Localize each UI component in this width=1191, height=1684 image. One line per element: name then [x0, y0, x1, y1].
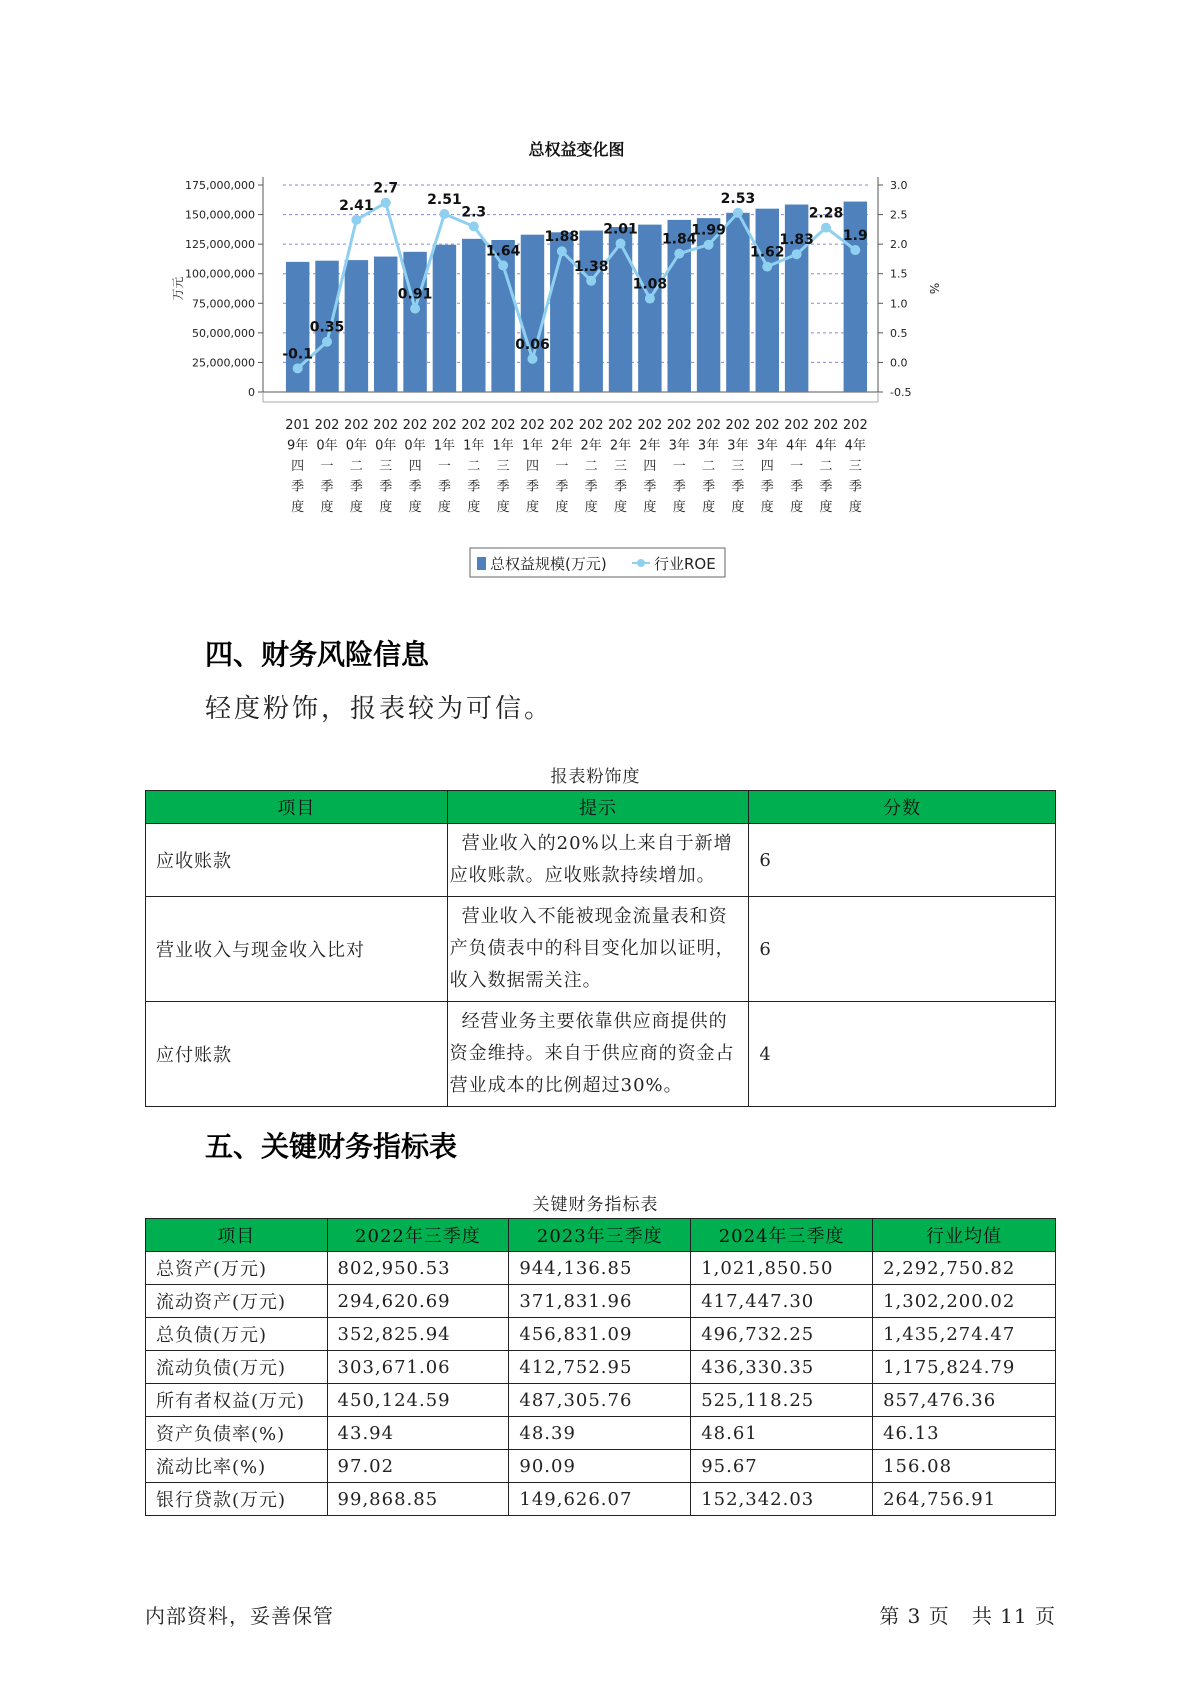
roe-data-label: 1.08: [632, 276, 668, 293]
y2-tick-label: 1.5: [890, 267, 908, 281]
x-tick-label: 3年: [756, 438, 778, 454]
roe-point: [733, 208, 743, 218]
table-cell: 43.94: [327, 1417, 509, 1450]
roe-point: [821, 223, 831, 233]
x-tick-label: 3年: [697, 438, 720, 454]
x-tick-label: 三: [731, 459, 745, 474]
table-row: [146, 1285, 1056, 1318]
roe-point: [792, 249, 802, 259]
x-tick-label: 四: [525, 459, 539, 474]
x-tick-label: 季: [291, 479, 305, 495]
x-tick-label: 202: [842, 418, 868, 433]
x-tick-label: 季: [848, 479, 862, 495]
risk-summary: 轻度粉饰，报表较为可信。: [205, 694, 554, 724]
x-tick-label: 三: [379, 459, 393, 474]
x-tick-label: 度: [614, 500, 628, 515]
x-tick-label: 季: [467, 479, 481, 495]
table-row: [146, 897, 1056, 1002]
x-tick-label: 2年: [639, 438, 661, 454]
roe-point: [351, 215, 361, 225]
x-tick-label: 二: [702, 459, 716, 474]
x-tick-label: 季: [643, 479, 657, 495]
x-tick-label: 度: [643, 500, 657, 515]
x-tick-label: 度: [731, 500, 745, 515]
roe-point: [850, 245, 860, 255]
y2-tick-label: 2.0: [890, 238, 908, 252]
table-cell: 412,752.95: [509, 1351, 691, 1384]
y-tick-label: 0: [248, 386, 255, 399]
risk-hint: 营业收入的20%以上来自于新增应收账款。应收账款持续增加。: [447, 824, 749, 897]
y2-axis-label: %: [927, 282, 941, 295]
risk-item: 应收账款: [146, 824, 448, 897]
header-cell: 提示: [447, 791, 749, 824]
x-tick-label: 0年: [345, 438, 368, 454]
table-row: [146, 1002, 1056, 1107]
x-tick-label: 一: [555, 459, 569, 474]
bar: [374, 257, 397, 392]
bar: [462, 239, 485, 392]
x-tick-label: 202: [578, 418, 604, 433]
legend-label: 总权益规模(万元): [490, 555, 607, 573]
x-tick-label: 202: [608, 418, 633, 433]
x-tick-label: 2年: [580, 438, 602, 454]
table-cell: 流动资产(万元): [146, 1285, 328, 1318]
x-tick-label: 度: [672, 500, 686, 515]
roe-data-label: 1.64: [485, 243, 521, 260]
x-tick-label: 度: [702, 500, 716, 515]
x-tick-label: 202: [784, 418, 810, 433]
bar: [345, 260, 368, 392]
x-tick-label: 3年: [668, 438, 690, 454]
y2-tick-label: 3.0: [890, 179, 908, 192]
x-tick-label: 一: [672, 459, 686, 474]
x-tick-label: 季: [790, 479, 804, 495]
x-tick-label: 二: [584, 459, 598, 474]
table-cell: 资产负债率(%): [146, 1417, 328, 1450]
legend-line-marker: [637, 559, 645, 567]
table-cell: 95.67: [691, 1450, 873, 1483]
roe-point: [469, 221, 479, 231]
table-cell: 456,831.09: [509, 1318, 691, 1351]
table-cell: 436,330.35: [691, 1351, 873, 1384]
equity-chart: [170, 140, 950, 600]
roe-data-label: 1.99: [691, 222, 726, 239]
x-tick-label: 季: [437, 479, 451, 495]
x-tick-label: 202: [520, 418, 545, 433]
risk-item: 应付账款: [146, 1002, 448, 1107]
x-tick-label: 度: [320, 500, 334, 515]
roe-point: [322, 337, 332, 347]
roe-point: [762, 262, 772, 272]
x-tick-label: 度: [555, 500, 569, 515]
header-cell: 项目: [146, 791, 448, 824]
roe-data-label: 1.62: [750, 244, 785, 261]
x-tick-label: 202: [549, 418, 575, 433]
y2-tick-label: 0.0: [890, 356, 908, 370]
x-tick-label: 季: [819, 479, 833, 495]
table-cell: 857,476.36: [873, 1384, 1056, 1417]
x-tick-label: 度: [349, 500, 363, 515]
table-cell: 294,620.69: [327, 1285, 509, 1318]
y-tick-label: 75,000,000: [192, 297, 255, 311]
bar: [756, 209, 779, 392]
risk-hint: 经营业务主要依靠供应商提供的资金维持。来自于供应商的资金占营业成本的比例超过30%。: [447, 1002, 749, 1107]
table-cell: 所有者权益(万元): [146, 1384, 328, 1417]
x-tick-label: 0年: [316, 438, 338, 454]
table-row: [146, 1318, 1056, 1351]
x-tick-label: 202: [314, 418, 340, 433]
x-tick-label: 202: [461, 418, 487, 433]
table-cell: 303,671.06: [327, 1351, 509, 1384]
risk-table-caption: 报表粉饰度: [550, 767, 641, 787]
table-header-row: [146, 1219, 1056, 1252]
risk-score: 6: [749, 897, 1056, 1002]
x-tick-label: 202: [754, 418, 780, 433]
table-row: [146, 1417, 1056, 1450]
x-tick-label: 三: [848, 459, 862, 474]
x-tick-label: 季: [702, 479, 716, 495]
bar: [433, 245, 456, 392]
x-tick-label: 季: [584, 479, 598, 495]
x-tick-label: 度: [760, 500, 774, 515]
table-row: [146, 1252, 1056, 1285]
x-tick-label: 季: [408, 479, 422, 495]
roe-point: [645, 294, 655, 304]
section-heading-kpi: 五、关键财务指标表: [205, 1130, 458, 1163]
x-tick-label: 度: [379, 500, 393, 515]
table-cell: 802,950.53: [327, 1252, 509, 1285]
roe-data-label: 1.83: [779, 232, 814, 249]
x-tick-label: 季: [496, 479, 510, 495]
x-tick-label: 度: [819, 500, 833, 515]
x-tick-label: 202: [725, 418, 751, 433]
header-cell: 2024年三季度: [691, 1219, 873, 1252]
x-tick-label: 1年: [463, 438, 485, 454]
x-tick-label: 季: [379, 479, 393, 495]
x-tick-label: 一: [790, 459, 804, 474]
x-tick-label: 2年: [551, 438, 573, 454]
x-tick-label: 四: [408, 459, 422, 474]
x-tick-label: 0年: [404, 438, 426, 454]
table-cell: 525,118.25: [691, 1384, 873, 1417]
legend-bar-swatch: [477, 557, 486, 570]
roe-point: [381, 198, 391, 208]
table-cell: 总资产(万元): [146, 1252, 328, 1285]
x-tick-label: 202: [637, 418, 663, 433]
bar: [638, 225, 661, 392]
roe-data-label: 1.38: [573, 258, 609, 275]
risk-score: 6: [749, 824, 1056, 897]
y-tick-label: 125,000,000: [185, 238, 255, 252]
x-tick-label: 1年: [521, 438, 544, 454]
table-cell: 487,305.76: [509, 1384, 691, 1417]
roe-point: [674, 249, 684, 259]
bar: [579, 231, 602, 392]
table-cell: 48.39: [509, 1417, 691, 1450]
roe-point: [498, 260, 508, 270]
table-row: [146, 1384, 1056, 1417]
x-tick-label: 四: [643, 459, 657, 474]
header-cell: 分数: [749, 791, 1056, 824]
table-cell: 90.09: [509, 1450, 691, 1483]
x-tick-label: 四: [760, 459, 774, 474]
roe-point: [704, 240, 714, 250]
risk-score: 4: [749, 1002, 1056, 1107]
roe-data-label: 2.28: [808, 205, 844, 222]
y2-tick-label: 1.0: [890, 297, 908, 311]
roe-data-label: 1.88: [544, 229, 580, 246]
x-tick-label: 度: [790, 500, 804, 515]
header-cell: 项目: [146, 1219, 328, 1252]
x-tick-label: 度: [848, 500, 862, 515]
kpi-table-caption: 关键财务指标表: [532, 1195, 659, 1215]
roe-point: [439, 209, 449, 219]
x-tick-label: 四: [291, 459, 305, 474]
roe-data-label: 1.9: [842, 228, 868, 245]
x-tick-label: 度: [467, 500, 481, 515]
x-tick-label: 3年: [727, 438, 749, 454]
roe-data-label: 1.84: [661, 231, 697, 248]
roe-point: [410, 304, 420, 314]
bar: [726, 213, 749, 392]
table-cell: 流动比率(%): [146, 1450, 328, 1483]
table-cell: 流动负债(万元): [146, 1351, 328, 1384]
roe-point: [616, 239, 626, 249]
x-tick-label: 季: [320, 479, 334, 495]
footer-confidential: 内部资料，妥善保管: [145, 1604, 334, 1628]
roe-data-label: 0.91: [397, 286, 433, 303]
table-cell: 46.13: [873, 1417, 1056, 1450]
table-cell: 2,292,750.82: [873, 1252, 1056, 1285]
x-tick-label: 季: [349, 479, 363, 495]
y-tick-label: 150,000,000: [185, 208, 255, 222]
x-tick-label: 度: [437, 500, 451, 515]
roe-data-label: 2.51: [427, 191, 462, 208]
x-tick-label: 4年: [815, 438, 837, 454]
x-tick-label: 度: [291, 500, 305, 515]
table-cell: 944,136.85: [509, 1252, 691, 1285]
x-tick-label: 度: [496, 500, 510, 515]
y-tick-label: 175,000,000: [185, 179, 255, 192]
table-cell: 99,868.85: [327, 1483, 509, 1516]
table-cell: 352,825.94: [327, 1318, 509, 1351]
y2-tick-label: 0.5: [890, 326, 908, 340]
table-cell: 1,435,274.47: [873, 1318, 1056, 1351]
bar: [403, 252, 426, 392]
roe-point: [557, 246, 567, 256]
table-cell: 371,831.96: [509, 1285, 691, 1318]
header-cell: 行业均值: [873, 1219, 1056, 1252]
table-cell: 450,124.59: [327, 1384, 509, 1417]
x-tick-label: 季: [614, 479, 628, 495]
x-tick-label: 季: [525, 479, 539, 495]
x-tick-label: 202: [402, 418, 428, 433]
table-cell: 97.02: [327, 1450, 509, 1483]
legend-label: 行业ROE: [654, 555, 716, 573]
y2-tick-label: -0.5: [890, 386, 912, 399]
x-tick-label: 2年: [609, 438, 632, 454]
roe-data-label: 2.01: [603, 221, 638, 238]
x-tick-label: 度: [408, 500, 422, 515]
header-cell: 2023年三季度: [509, 1219, 691, 1252]
x-tick-label: 202: [696, 418, 721, 433]
table-row: [146, 1483, 1056, 1516]
table-cell: 417,447.30: [691, 1285, 873, 1318]
roe-data-label: 2.7: [373, 180, 399, 197]
x-tick-label: 202: [343, 418, 369, 433]
footer-page-number: 第 3 页 共 11 页: [879, 1604, 1056, 1628]
table-cell: 48.61: [691, 1417, 873, 1450]
x-tick-label: 季: [760, 479, 774, 495]
x-tick-label: 三: [614, 459, 628, 474]
x-tick-label: 4年: [844, 438, 866, 454]
roe-data-label: 2.3: [461, 204, 487, 221]
x-tick-label: 1年: [492, 438, 514, 454]
table-cell: 264,756.91: [873, 1483, 1056, 1516]
x-tick-label: 4年: [785, 438, 808, 454]
kpi-table: [145, 1218, 1056, 1516]
header-cell: 2022年三季度: [327, 1219, 509, 1252]
x-tick-label: 0年: [375, 438, 397, 454]
bar: [521, 235, 544, 392]
roe-point: [586, 276, 596, 286]
x-tick-label: 1年: [433, 438, 456, 454]
x-tick-label: 季: [731, 479, 745, 495]
table-row: [146, 824, 1056, 897]
x-tick-label: 202: [490, 418, 516, 433]
x-tick-label: 202: [373, 418, 399, 433]
table-cell: 152,342.03: [691, 1483, 873, 1516]
x-tick-label: 一: [320, 459, 334, 474]
chart-title: 总权益变化图: [528, 140, 625, 159]
roe-data-label: 0.06: [515, 336, 550, 353]
x-tick-label: 二: [467, 459, 481, 474]
x-tick-label: 三: [496, 459, 510, 474]
x-tick-label: 二: [349, 459, 363, 474]
table-row: [146, 1450, 1056, 1483]
table-cell: 1,021,850.50: [691, 1252, 873, 1285]
table-cell: 总负债(万元): [146, 1318, 328, 1351]
risk-hint: 营业收入不能被现金流量表和资产负债表中的科目变化加以证明，收入数据需关注。: [447, 897, 749, 1002]
table-cell: 1,175,824.79: [873, 1351, 1056, 1384]
roe-data-label: 2.53: [720, 190, 756, 207]
roe-data-label: -0.1: [282, 346, 313, 363]
x-tick-label: 季: [555, 479, 569, 495]
roe-point: [527, 354, 537, 364]
section-heading-risk: 四、财务风险信息: [205, 638, 430, 671]
roe-data-label: 2.41: [339, 197, 374, 214]
y-tick-label: 50,000,000: [192, 326, 255, 340]
x-tick-label: 9年: [287, 438, 309, 454]
roe-point: [293, 363, 303, 373]
x-tick-label: 201: [285, 418, 311, 433]
table-row: [146, 1351, 1056, 1384]
table-cell: 149,626.07: [509, 1483, 691, 1516]
table-cell: 1,302,200.02: [873, 1285, 1056, 1318]
roe-data-label: 0.35: [309, 319, 345, 336]
x-tick-label: 202: [813, 418, 839, 433]
x-tick-label: 季: [672, 479, 686, 495]
table-cell: 496,732.25: [691, 1318, 873, 1351]
x-tick-label: 202: [432, 418, 457, 433]
x-tick-label: 一: [437, 459, 451, 474]
table-cell: 银行贷款(万元): [146, 1483, 328, 1516]
x-tick-label: 二: [819, 459, 833, 474]
table-cell: 156.08: [873, 1450, 1056, 1483]
x-tick-label: 202: [666, 418, 692, 433]
x-tick-label: 度: [584, 500, 598, 515]
x-tick-label: 度: [525, 500, 539, 515]
y2-tick-label: 2.5: [890, 208, 908, 222]
y-tick-label: 100,000,000: [185, 267, 255, 281]
risk-item: 营业收入与现金收入比对: [146, 897, 448, 1002]
table-header-row: [146, 791, 1056, 824]
risk-table: [145, 790, 1056, 1107]
y-tick-label: 25,000,000: [192, 356, 255, 370]
y-axis-label: 万元: [171, 276, 185, 301]
